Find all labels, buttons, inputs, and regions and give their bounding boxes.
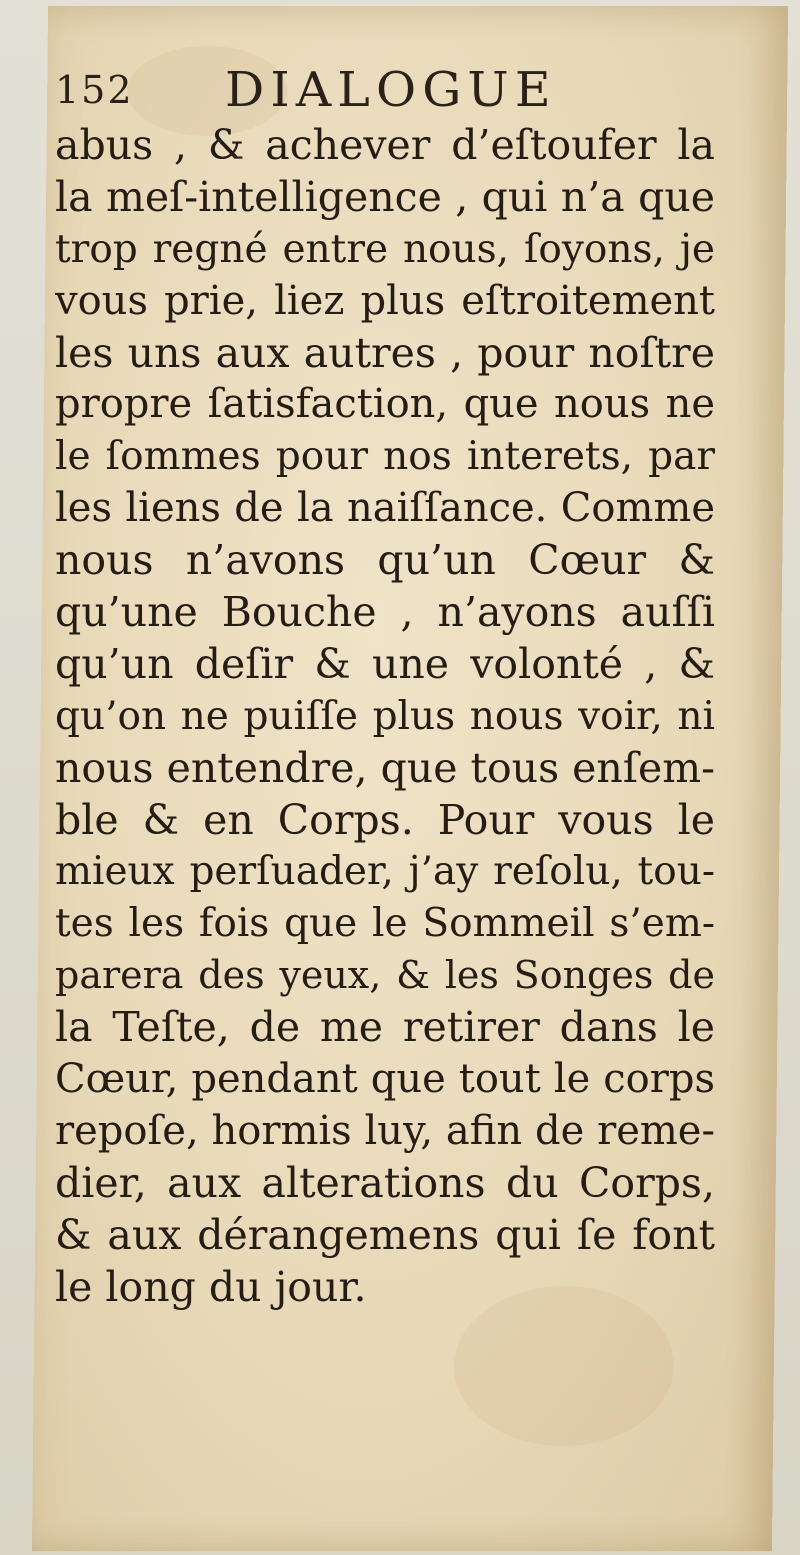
text-line: les uns aux autres , pour noſtre — [55, 328, 715, 377]
text-line: tes les fois que le Sommeil s’em- — [55, 901, 715, 947]
page-header — [55, 62, 655, 122]
text-line: parera des yeux, & les Songes de — [55, 953, 715, 998]
text-line: le long du jour. — [55, 1262, 367, 1311]
text-line: qu’on ne puiſſe plus nous voir, ni — [55, 693, 715, 739]
body-text — [55, 120, 715, 1313]
page-number: 152 — [55, 68, 134, 112]
text-line: le ſommes pour nos interets, par — [55, 434, 715, 480]
text-line: dier, aux alterations du Corps, — [55, 1158, 715, 1207]
text-line: propre ſatisfaction, que nous ne — [55, 381, 715, 428]
running-title: DIALOGUE — [225, 62, 557, 118]
text-line: la meſ-intelligence , qui n’a que — [55, 172, 715, 221]
text-line: nous n’avons qu’un Cœur & — [55, 536, 715, 585]
text-line: Cœur, pendant que tout le corps — [55, 1056, 715, 1103]
text-line: la Teſte, de me retirer dans le — [55, 1003, 715, 1052]
text-line: abus , & achever d’eſtoufer la — [55, 121, 715, 169]
text-line: mieux perſuader, j’ay reſolu, tou- — [55, 849, 715, 895]
text-line: nous entendre, que tous enſem- — [55, 743, 715, 792]
text-line: repoſe, hormis luy, afin de reme- — [55, 1107, 715, 1154]
text-line: ble & en Corps. Pour vous le — [55, 795, 715, 844]
text-line: & aux dérangemens qui ſe font — [55, 1210, 715, 1259]
text-line: qu’une Bouche , n’ayons auſſi — [55, 588, 715, 637]
text-line: les liens de la naiſſance. Comme — [55, 485, 715, 532]
text-line: vous prie, liez plus eſtroitement — [55, 277, 715, 324]
text-line: qu’un deſir & une volonté , & — [55, 639, 715, 688]
text-line: trop regné entre nous, ſoyons, je — [55, 226, 715, 272]
